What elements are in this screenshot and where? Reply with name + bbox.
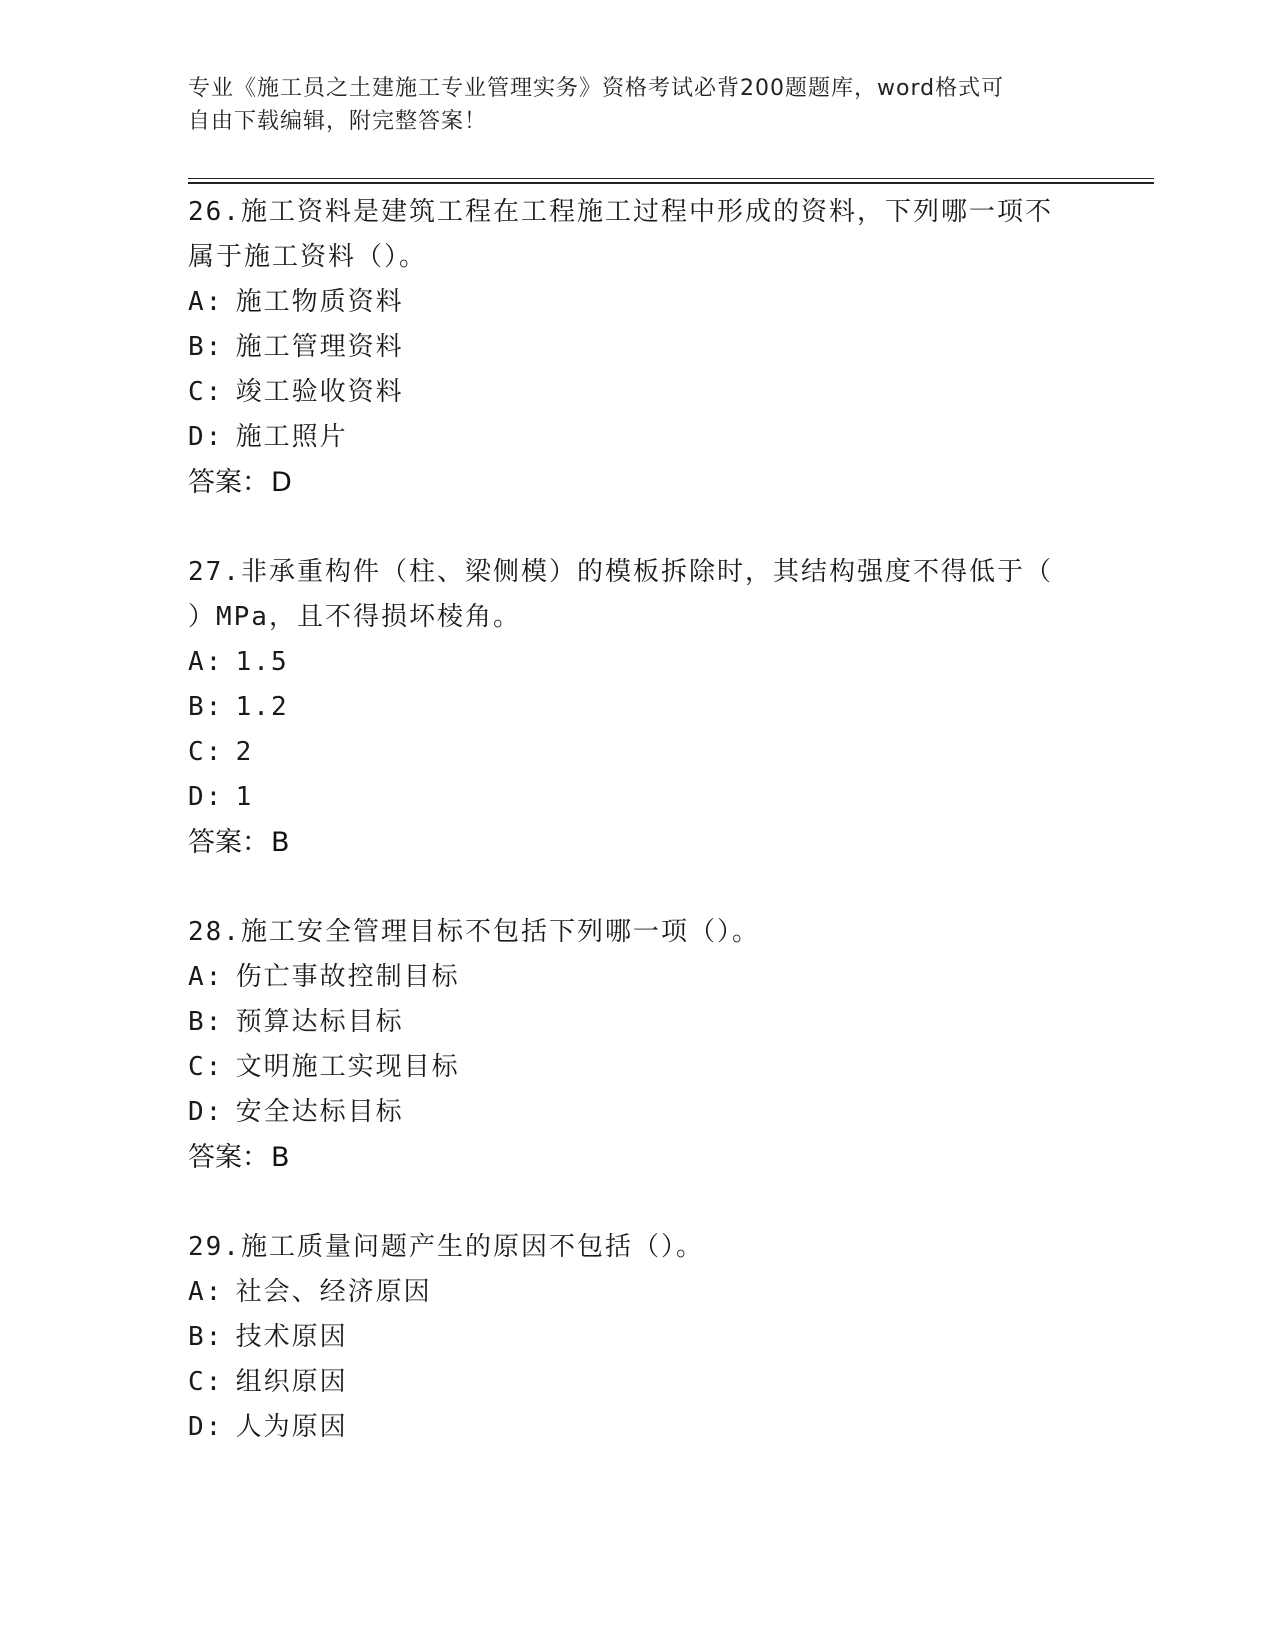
answer-label: 答案： (188, 1142, 269, 1173)
option-a (188, 955, 1088, 1000)
question-27 (188, 550, 1088, 865)
option-text: 社会、经济原因 (235, 1277, 432, 1307)
header-line-1: 专业《施工员之土建施工专业管理实务》资格考试必背200题题库，word格式可 (188, 76, 1005, 101)
option-separator: : (205, 1007, 224, 1037)
option-letter: C (188, 1052, 206, 1082)
option-text: 施工物质资料 (235, 287, 404, 317)
answer-value: B (271, 827, 290, 858)
option-letter: B (188, 1322, 206, 1352)
question-stem-line-2: 属于施工资料（）。 (188, 242, 428, 272)
question-stem-line-1: 29.施工质量问题产生的原因不包括（）。 (188, 1232, 704, 1262)
option-separator: : (205, 692, 224, 722)
option-c (188, 1045, 1088, 1090)
question-stem (188, 190, 1068, 280)
option-letter: A (188, 962, 206, 992)
option-text: 施工管理资料 (235, 332, 404, 362)
question-stem (188, 910, 1068, 955)
answer-line (188, 820, 1088, 865)
option-a (188, 280, 1088, 325)
header-line-2: 自由下载编辑，附完整答案！ (188, 109, 488, 134)
option-letter: C (188, 1367, 206, 1397)
question-stem-line-1: 27.非承重构件（柱、梁侧模）的模板拆除时，其结构强度不得低于（ (188, 557, 1053, 587)
question-stem (188, 1225, 1068, 1270)
option-b (188, 325, 1088, 370)
option-separator: : (205, 1367, 224, 1397)
option-text: 文明施工实现目标 (235, 1052, 460, 1082)
option-b (188, 1315, 1088, 1360)
option-separator: : (205, 962, 224, 992)
option-letter: D (188, 1412, 206, 1442)
option-text: 1.5 (235, 647, 289, 677)
option-letter: A (188, 1277, 206, 1307)
answer-line (188, 1135, 1088, 1180)
option-letter: A (188, 287, 206, 317)
answer-label: 答案： (188, 467, 269, 498)
option-text: 1 (235, 782, 254, 812)
option-separator: : (205, 737, 224, 767)
answer-line (188, 460, 1088, 505)
option-separator: : (205, 377, 224, 407)
option-text: 预算达标目标 (235, 1007, 404, 1037)
option-a (188, 1270, 1088, 1315)
option-b (188, 1000, 1088, 1045)
option-text: 安全达标目标 (235, 1097, 404, 1127)
option-text: 人为原因 (235, 1412, 348, 1442)
option-d (188, 1405, 1088, 1450)
option-c (188, 1360, 1088, 1405)
document-header (188, 72, 1068, 138)
option-separator: : (205, 1277, 224, 1307)
option-d (188, 775, 1088, 820)
option-letter: D (188, 1097, 206, 1127)
answer-value: D (271, 467, 292, 498)
option-separator: : (205, 1322, 224, 1352)
option-c (188, 730, 1088, 775)
option-letter: C (188, 377, 206, 407)
option-separator: : (205, 287, 224, 317)
option-text: 施工照片 (235, 422, 348, 452)
option-separator: : (205, 1052, 224, 1082)
option-a (188, 640, 1088, 685)
option-text: 组织原因 (235, 1367, 348, 1397)
question-stem-line-1: 28.施工安全管理目标不包括下列哪一项（）。 (188, 917, 760, 947)
option-separator: : (205, 1412, 224, 1442)
option-letter: D (188, 782, 206, 812)
option-text: 伤亡事故控制目标 (235, 962, 460, 992)
question-stem-line-1: 26.施工资料是建筑工程在工程施工过程中形成的资料，下列哪一项不 (188, 197, 1053, 227)
option-separator: : (205, 647, 224, 677)
option-d (188, 415, 1088, 460)
option-separator: : (205, 422, 224, 452)
option-b (188, 685, 1088, 730)
option-letter: C (188, 737, 206, 767)
answer-label: 答案： (188, 827, 269, 858)
option-separator: : (205, 782, 224, 812)
option-separator: : (205, 332, 224, 362)
answer-value: B (271, 1142, 290, 1173)
option-letter: A (188, 647, 206, 677)
option-letter: B (188, 1007, 206, 1037)
question-list (188, 190, 1088, 1450)
option-c (188, 370, 1088, 415)
option-text: 技术原因 (235, 1322, 348, 1352)
header-rule-thin (188, 178, 1154, 179)
question-stem-line-2: ）MPa，且不得损坏棱角。 (188, 602, 521, 632)
question-26 (188, 190, 1088, 505)
option-letter: B (188, 332, 206, 362)
question-stem (188, 550, 1068, 640)
option-text: 2 (235, 737, 254, 767)
option-text: 1.2 (235, 692, 289, 722)
header-rule-thick (188, 182, 1154, 184)
option-text: 竣工验收资料 (235, 377, 404, 407)
option-d (188, 1090, 1088, 1135)
question-29 (188, 1225, 1088, 1450)
option-separator: : (205, 1097, 224, 1127)
question-28 (188, 910, 1088, 1180)
option-letter: B (188, 692, 206, 722)
option-letter: D (188, 422, 206, 452)
